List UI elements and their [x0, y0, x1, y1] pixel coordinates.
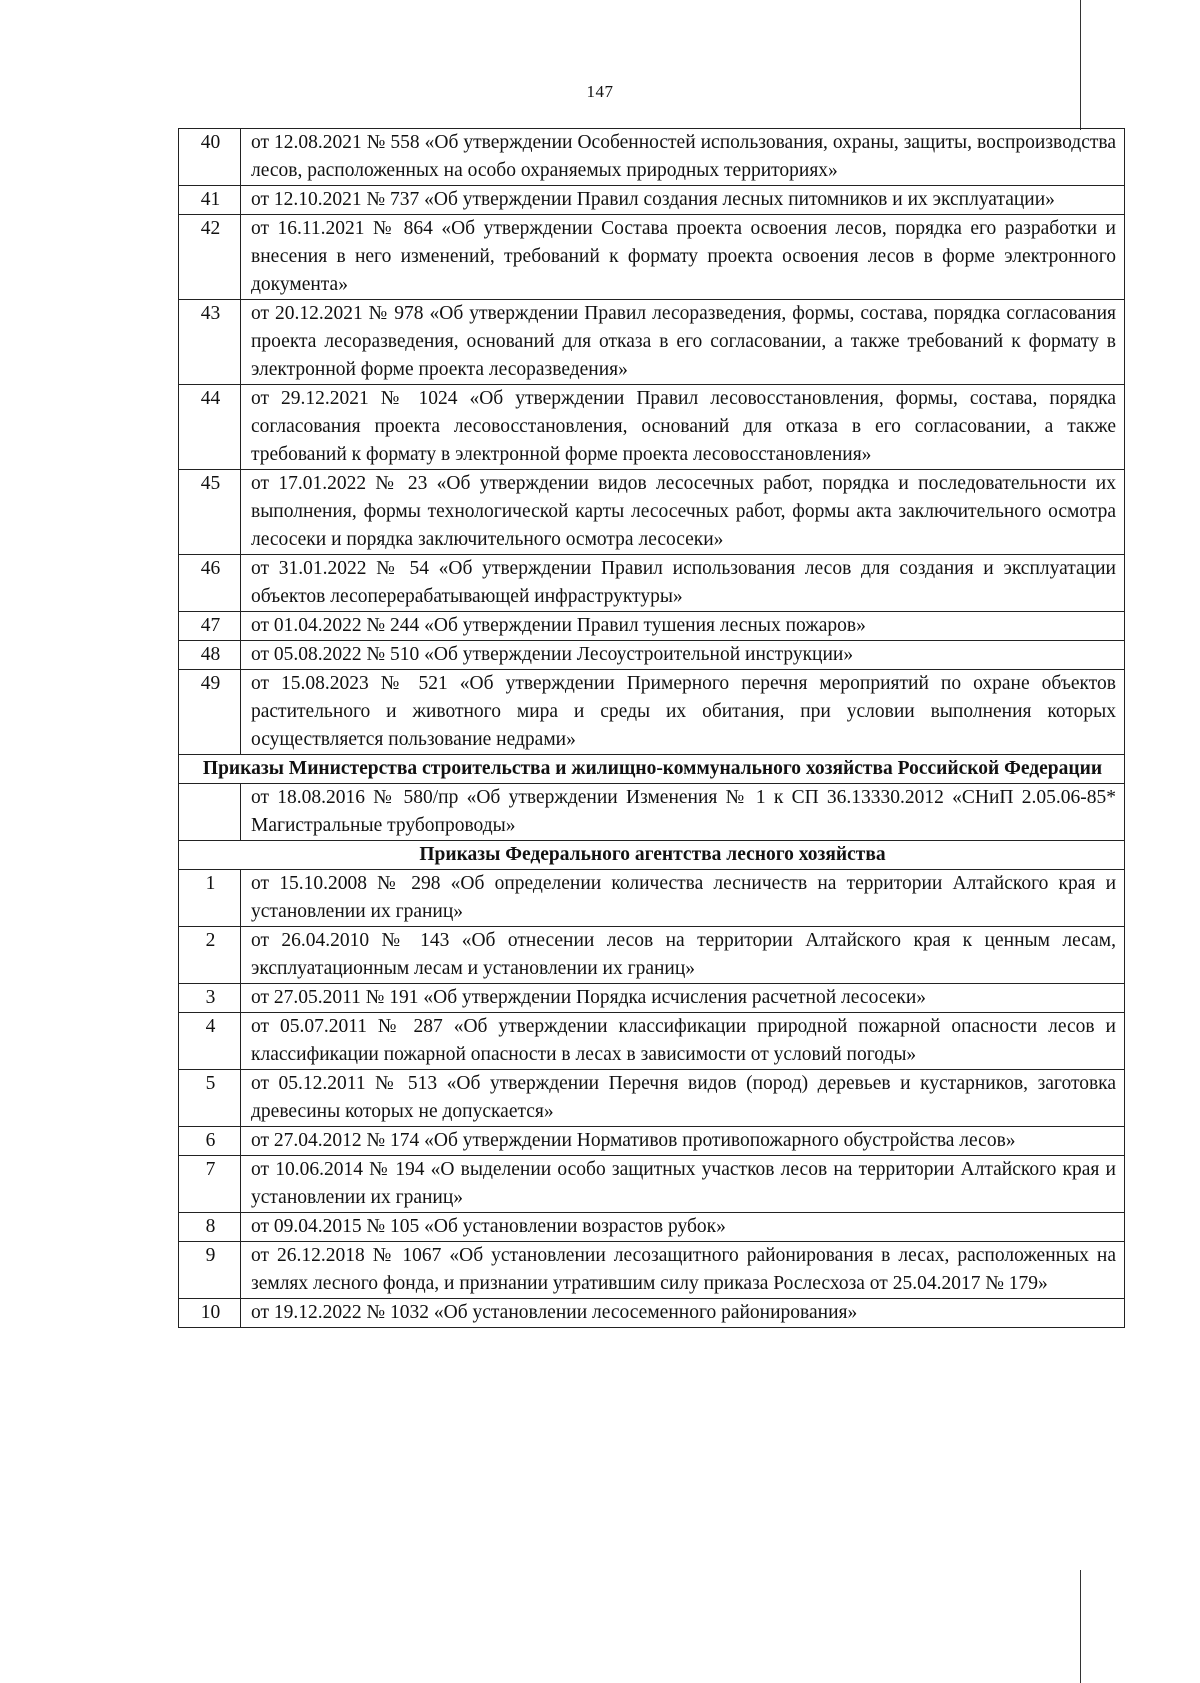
row-number: 7: [179, 1156, 241, 1213]
act-description: от 18.08.2016 № 580/пр «Об утверждении Изменения № 1 к СП 36.13330.2012 «СНиП 2.05.06-85* Магистральные трубопроводы»: [241, 784, 1125, 841]
table-row: [179, 129, 1125, 186]
act-description: от 15.10.2008 № 298 «Об определении количества лесничеств на территории Алтайского края и установлении их границ»: [241, 870, 1125, 927]
act-description: от 26.04.2010 № 143 «Об отнесении лесов на территории Алтайского края к ценным лесам, эксплуатационным лесам и установлении их границ»: [241, 927, 1125, 984]
row-number: 10: [179, 1299, 241, 1328]
section-heading: Приказы Федерального агентства лесного хозяйства: [179, 841, 1125, 870]
act-description: от 09.04.2015 № 105 «Об установлении возрастов рубок»: [241, 1213, 1125, 1242]
row-number: 47: [179, 612, 241, 641]
act-description: от 26.12.2018 № 1067 «Об установлении лесозащитного районирования в лесах, расположенных на землях лесного фонда, и признании утратившим силу приказа Рослесхоза от 25.04.2017 № 179»: [241, 1242, 1125, 1299]
section-header-row: [179, 841, 1125, 870]
table-row: [179, 1299, 1125, 1328]
table-row: [179, 670, 1125, 755]
row-number: 8: [179, 1213, 241, 1242]
act-description: от 12.10.2021 № 737 «Об утверждении Правил создания лесных питомников и их эксплуатации»: [241, 186, 1125, 215]
row-number: 43: [179, 300, 241, 385]
table-row: [179, 641, 1125, 670]
section-header-row: [179, 755, 1125, 784]
table-row: [179, 555, 1125, 612]
table-row: [179, 612, 1125, 641]
table-row: [179, 385, 1125, 470]
row-number: 48: [179, 641, 241, 670]
row-number: 9: [179, 1242, 241, 1299]
row-number: 42: [179, 215, 241, 300]
table-row: [179, 1127, 1125, 1156]
table-row: [179, 186, 1125, 215]
act-description: от 29.12.2021 № 1024 «Об утверждении Правил лесовосстановления, формы, состава, порядка согласования проекта лесовосстановления, оснований для отказа в его согласовании, а также требований к формату в электронной форме проекта лесовосстановления»: [241, 385, 1125, 470]
row-number: 41: [179, 186, 241, 215]
page-number: 147: [586, 82, 614, 101]
row-number: 2: [179, 927, 241, 984]
act-description: от 10.06.2014 № 194 «О выделении особо защитных участков лесов на территории Алтайского края и установлении их границ»: [241, 1156, 1125, 1213]
table-row: [179, 215, 1125, 300]
row-number: 46: [179, 555, 241, 612]
table-row: [179, 1213, 1125, 1242]
row-number: 40: [179, 129, 241, 186]
act-description: от 16.11.2021 № 864 «Об утверждении Состава проекта освоения лесов, порядка его разработки и внесения в него изменений, требований к формату проекта освоения лесов в форме электронного документа»: [241, 215, 1125, 300]
scan-margin-line-top: [1080, 0, 1081, 130]
table-row: [179, 1070, 1125, 1127]
legal-acts-table: [178, 128, 1125, 1328]
act-description: от 05.12.2011 № 513 «Об утверждении Перечня видов (пород) деревьев и кустарников, заготовка древесины которых не допускается»: [241, 1070, 1125, 1127]
legal-acts-table-body: [179, 129, 1125, 1328]
row-number: 44: [179, 385, 241, 470]
row-number: 49: [179, 670, 241, 755]
table-row: [179, 300, 1125, 385]
act-description: от 27.05.2011 № 191 «Об утверждении Порядка исчисления расчетной лесосеки»: [241, 984, 1125, 1013]
table-row: [179, 927, 1125, 984]
row-number: 6: [179, 1127, 241, 1156]
act-description: от 05.08.2022 № 510 «Об утверждении Лесоустроительной инструкции»: [241, 641, 1125, 670]
act-description: от 31.01.2022 № 54 «Об утверждении Правил использования лесов для создания и эксплуатации объектов лесоперерабатывающей инфраструктуры»: [241, 555, 1125, 612]
table-row: [179, 984, 1125, 1013]
section-heading: Приказы Министерства строительства и жилищно-коммунального хозяйства Российской Федерации: [179, 755, 1125, 784]
row-number: 4: [179, 1013, 241, 1070]
table-row: [179, 1156, 1125, 1213]
act-description: от 01.04.2022 № 244 «Об утверждении Правил тушения лесных пожаров»: [241, 612, 1125, 641]
table-row: [179, 1242, 1125, 1299]
table-row: [179, 870, 1125, 927]
row-number: 45: [179, 470, 241, 555]
act-description: от 12.08.2021 № 558 «Об утверждении Особенностей использования, охраны, защиты, воспроизводства лесов, расположенных на особо охраняемых природных территориях»: [241, 129, 1125, 186]
act-description: от 17.01.2022 № 23 «Об утверждении видов лесосечных работ, порядка и последовательности их выполнения, формы технологической карты лесосечных работ, формы акта заключительного осмотра лесосеки и порядка заключительного осмотра лесосеки»: [241, 470, 1125, 555]
row-number: 1: [179, 870, 241, 927]
table-row: [179, 1013, 1125, 1070]
row-number: [179, 784, 241, 841]
act-description: от 19.12.2022 № 1032 «Об установлении лесосеменного районирования»: [241, 1299, 1125, 1328]
row-number: 3: [179, 984, 241, 1013]
act-description: от 20.12.2021 № 978 «Об утверждении Правил лесоразведения, формы, состава, порядка согласования проекта лесоразведения, оснований для отказа в его согласовании, а также требований к формату в электронной форме проекта лесоразведения»: [241, 300, 1125, 385]
scan-margin-line-bottom: [1080, 1570, 1081, 1683]
act-description: от 05.07.2011 № 287 «Об утверждении классификации природной пожарной опасности лесов и классификации пожарной опасности в лесах в зависимости от условий погоды»: [241, 1013, 1125, 1070]
act-description: от 15.08.2023 № 521 «Об утверждении Примерного перечня мероприятий по охране объектов растительного и животного мира и среды их обитания, при условии выполнения которых осуществляется пользование недрами»: [241, 670, 1125, 755]
table-row: [179, 470, 1125, 555]
table-row: [179, 784, 1125, 841]
act-description: от 27.04.2012 № 174 «Об утверждении Нормативов противопожарного обустройства лесов»: [241, 1127, 1125, 1156]
row-number: 5: [179, 1070, 241, 1127]
